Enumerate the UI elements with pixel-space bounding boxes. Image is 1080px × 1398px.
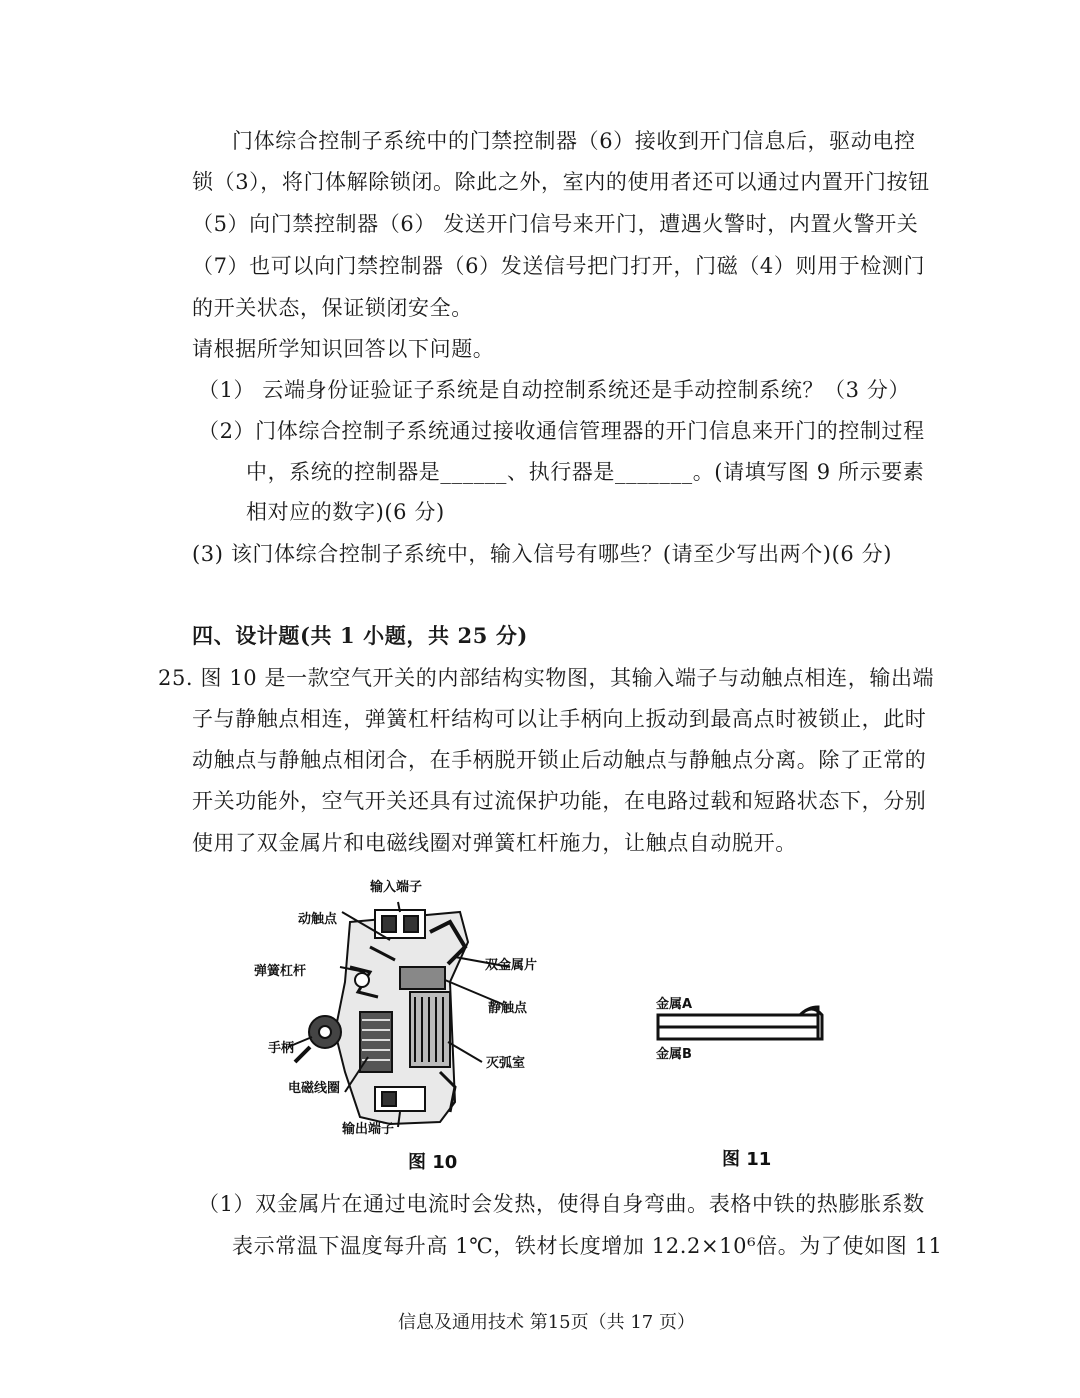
question-25-line: 25. 图 10 是一款空气开关的内部结构实物图，其输入端子与动触点相连，输出端 bbox=[158, 666, 935, 690]
air-switch-photo bbox=[250, 872, 560, 1172]
section-heading: 四、设计题(共 1 小题，共 25 分) bbox=[192, 623, 528, 648]
label-static-contact: 静触点 bbox=[488, 1001, 528, 1016]
label-output-terminal: 输出端子 bbox=[342, 1122, 395, 1137]
question-2-line: 中，系统的控制器是______、执行器是_______。(请填写图 9 所示要素 bbox=[246, 460, 925, 484]
paragraph-line: （7）也可以向门禁控制器（6）发送信号把门打开，门磁（4）则用于检测门 bbox=[192, 254, 926, 278]
label-bimetal: 双金属片 bbox=[485, 958, 538, 973]
question-25-line: 使用了双金属片和电磁线圈对弹簧杠杆施力，让触点自动脱开。 bbox=[192, 831, 797, 855]
paragraph-line: （5）向门禁控制器（6） 发送开门信号来开门，遭遇火警时，内置火警开关 bbox=[192, 212, 919, 236]
question-2-line: （2）门体综合控制子系统通过接收通信管理器的开门信息来开门的控制过程 bbox=[198, 419, 925, 443]
label-metal-b: 金属B bbox=[656, 1047, 692, 1062]
figure-11-caption: 图 11 bbox=[722, 1149, 772, 1170]
label-moving-contact: 动触点 bbox=[298, 912, 338, 927]
question-25-line: 子与静触点相连，弹簧杠杆结构可以让手柄向上扳动到最高点时被锁止，此时 bbox=[192, 707, 927, 731]
figure-11 bbox=[650, 985, 850, 1175]
figure-10 bbox=[250, 872, 560, 1172]
question-1: （1） 云端身份证验证子系统是自动控制系统还是手动控制系统？（3 分） bbox=[198, 378, 911, 402]
label-spring-lever: 弹簧杠杆 bbox=[254, 964, 307, 979]
label-arc-chamber: 灭弧室 bbox=[486, 1056, 526, 1071]
page-footer: 信息及通用技术 第15页（共 17 页） bbox=[398, 1312, 695, 1333]
figure-10-caption: 图 10 bbox=[408, 1152, 458, 1173]
label-coil: 电磁线圈 bbox=[288, 1081, 341, 1096]
label-metal-a: 金属A bbox=[656, 997, 693, 1012]
question-25-line: 动触点与静触点相闭合，在手柄脱开锁止后动触点与静触点分离。除了正常的 bbox=[192, 748, 927, 772]
instruction: 请根据所学知识回答以下问题。 bbox=[192, 337, 495, 361]
paragraph-line: 锁（3），将门体解除锁闭。除此之外，室内的使用者还可以通过内置开门按钮 bbox=[192, 170, 930, 194]
label-input-terminal: 输入端子 bbox=[370, 880, 423, 895]
question-25-line: 开关功能外，空气开关还具有过流保护功能，在电路过载和短路状态下，分别 bbox=[192, 789, 927, 813]
label-handle: 手柄 bbox=[268, 1041, 295, 1056]
paragraph-line: 门体综合控制子系统中的门禁控制器（6）接收到开门信息后，驱动电控 bbox=[232, 129, 916, 153]
question-3: (3) 该门体综合控制子系统中，输入信号有哪些？(请至少写出两个)(6 分) bbox=[192, 542, 893, 566]
question-2-line: 相对应的数字)(6 分) bbox=[246, 500, 445, 524]
paragraph-line: 的开关状态，保证锁闭安全。 bbox=[192, 296, 473, 320]
sub-question-line: （1）双金属片在通过电流时会发热，使得自身弯曲。表格中铁的热膨胀系数 bbox=[198, 1192, 925, 1216]
sub-question-line: 表示常温下温度每升高 1℃，铁材长度增加 12.2×10⁶倍。为了使如图 11 bbox=[232, 1234, 943, 1258]
